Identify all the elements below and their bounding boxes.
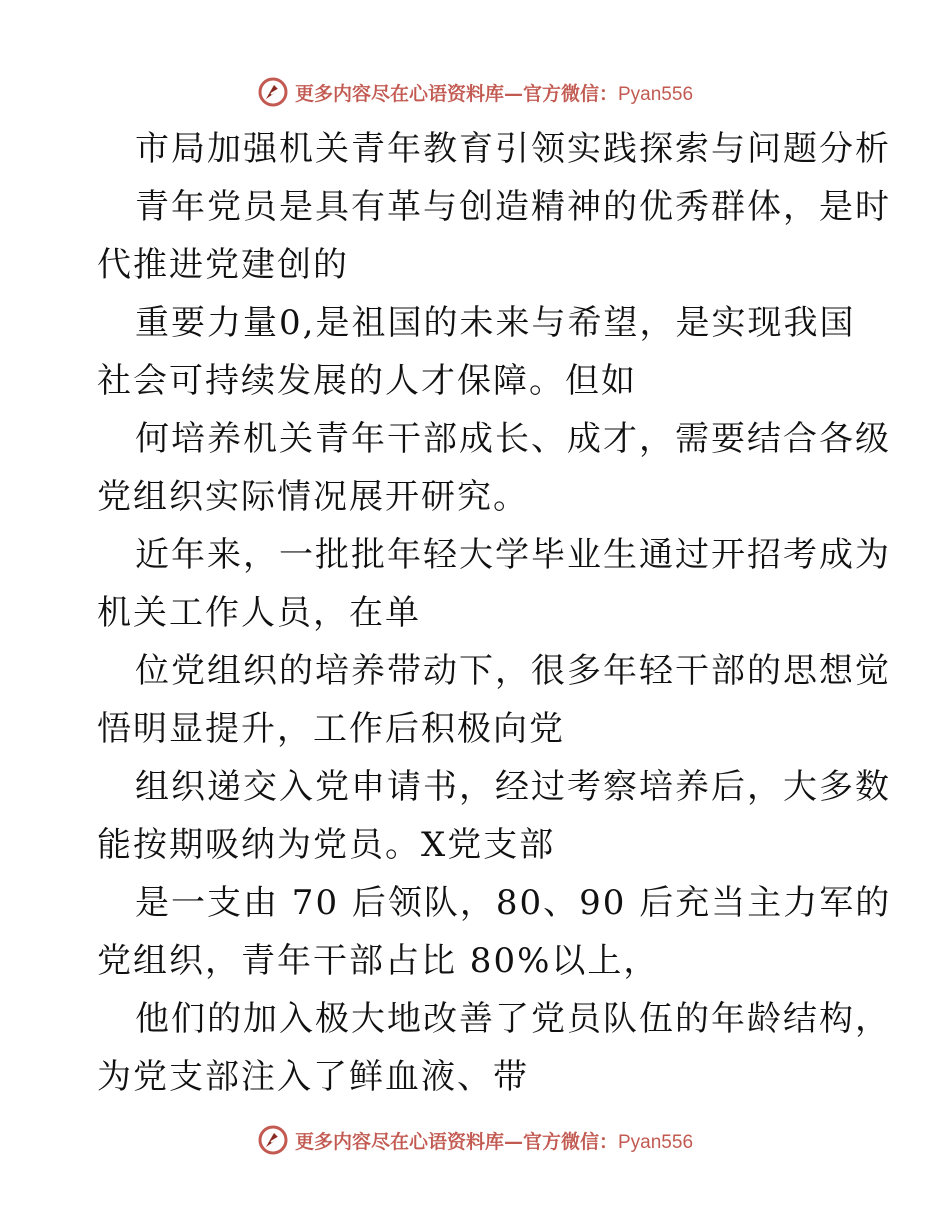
text-line: 能按期吸纳为党员。X党支部 [97, 825, 556, 865]
text-line: 近年来，一批批年轻大学毕业生通过开招考成为 [135, 535, 891, 575]
text-line: 代推进党建创的 [97, 245, 349, 285]
text-line: 机关工作人员，在单 [97, 593, 421, 633]
text-line: 是一支由 70 后领队，80、90 后充当主力军的 [135, 883, 892, 923]
text-line: 青年党员是具有革与创造精神的优秀群体，是时 [135, 187, 891, 227]
header-banner [0, 72, 950, 112]
text-line: 社会可持续发展的人才保障。但如 [97, 361, 637, 401]
text-line: 何培养机关青年干部成长、成才，需要结合各级 [135, 419, 891, 459]
text-line: 党组织实际情况展开研究。 [97, 477, 529, 517]
pen-nib-logo-icon [257, 1124, 289, 1156]
text-line: 位党组织的培养带动下，很多年轻干部的思想觉 [135, 651, 891, 691]
footer-banner-id: Pyan556 [618, 1131, 694, 1153]
header-banner-id: Pyan556 [618, 83, 694, 105]
header-banner-text: 更多内容尽在心语资料库—官方微信：Pyan556 [294, 82, 694, 105]
text-line: 他们的加入极大地改善了党员队伍的年龄结构， [135, 999, 891, 1039]
document-body [97, 120, 892, 1106]
pen-nib-logo-icon [257, 76, 289, 108]
text-line: 市局加强机关青年教育引领实践探索与问题分析 [135, 129, 891, 169]
text-line: 悟明显提升，工作后积极向党 [97, 709, 565, 749]
footer-banner-text: 更多内容尽在心语资料库—官方微信：Pyan556 [294, 1130, 694, 1153]
text-line: 重要力量0,是祖国的未来与希望，是实现我国 [135, 303, 856, 343]
text-line: 为党支部注入了鲜血液、带 [97, 1057, 529, 1097]
text-line: 组织递交入党申请书，经过考察培养后，大多数 [135, 767, 891, 807]
text-line: 党组织，青年干部占比 80%以上， [97, 941, 660, 981]
footer-banner [0, 1120, 950, 1160]
